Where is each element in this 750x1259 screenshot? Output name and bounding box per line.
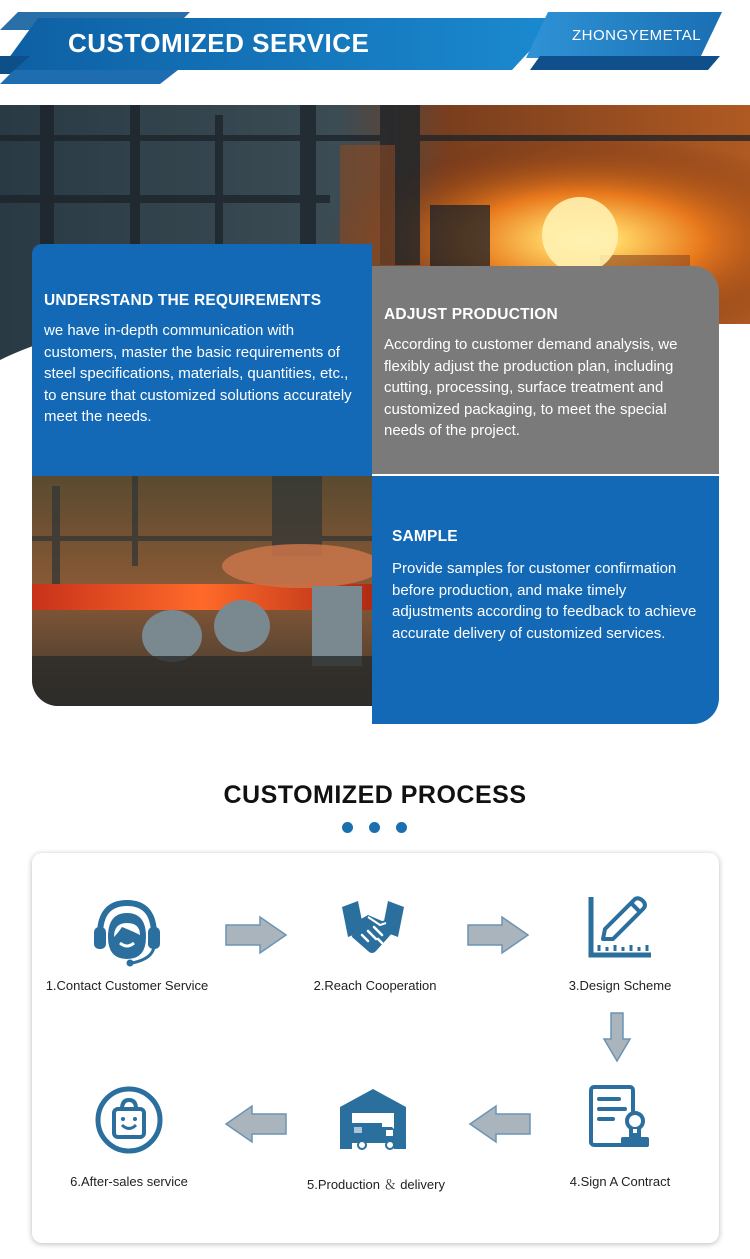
dot xyxy=(369,822,380,833)
rolling-mill-photo xyxy=(32,476,372,706)
card-heading: UNDERSTAND THE REQUIREMENTS xyxy=(44,292,322,309)
step-label-4: 4.Sign A Contract xyxy=(569,1174,671,1189)
card-heading: SAMPLE xyxy=(392,528,458,545)
header-banner xyxy=(0,0,750,90)
banner-title: CUSTOMIZED SERVICE xyxy=(68,28,370,58)
arrow-right-icon xyxy=(224,915,288,955)
arrow-down-icon xyxy=(602,1011,632,1063)
step-label-2: 2.Reach Cooperation xyxy=(313,978,437,993)
step-label-5: 5.Production ＆ delivery xyxy=(306,1177,445,1192)
arrow-left-icon xyxy=(468,1104,532,1144)
headset-agent-icon xyxy=(92,897,162,967)
warehouse-truck-icon xyxy=(338,1083,408,1153)
handshake-icon xyxy=(338,897,408,967)
card-understand-requirements xyxy=(32,244,372,476)
shopping-bag-icon xyxy=(94,1085,164,1155)
arrow-left-icon xyxy=(224,1104,288,1144)
step-label-6: 6.After-sales service xyxy=(70,1174,188,1189)
dot xyxy=(396,822,407,833)
card-body: Provide samples for customer confirmation before production, and make timely adjustments according to feedback to achieve accurate delivery of customized services. xyxy=(392,560,697,642)
process-panel xyxy=(32,853,719,1243)
process-title: CUSTOMIZED PROCESS xyxy=(223,781,527,809)
card-adjust-production xyxy=(372,266,719,474)
card-body: According to customer demand analysis, we flexibly adjust the production plan, including cutting, processing, surface treatment and customized packaging, to meet the special needs of the project. xyxy=(384,336,678,439)
decorative-dots xyxy=(342,822,408,834)
arrow-right-icon xyxy=(466,915,530,955)
step-label-3: 3.Design Scheme xyxy=(568,978,672,993)
card-sample xyxy=(372,476,719,724)
card-body: we have in-depth communication with customers, master the basic requirements of steel specifications, materials, quantities, etc., to ensure that customized solutions accurately meet the needs. xyxy=(44,322,352,425)
ruler-pencil-icon xyxy=(585,893,655,963)
dot xyxy=(342,822,353,833)
brand-name: ZHONGYEMETAL xyxy=(572,27,702,44)
contract-stamp-icon xyxy=(585,1083,655,1153)
step-label-1: 1.Contact Customer Service xyxy=(45,978,209,993)
card-heading: ADJUST PRODUCTION xyxy=(384,306,558,323)
